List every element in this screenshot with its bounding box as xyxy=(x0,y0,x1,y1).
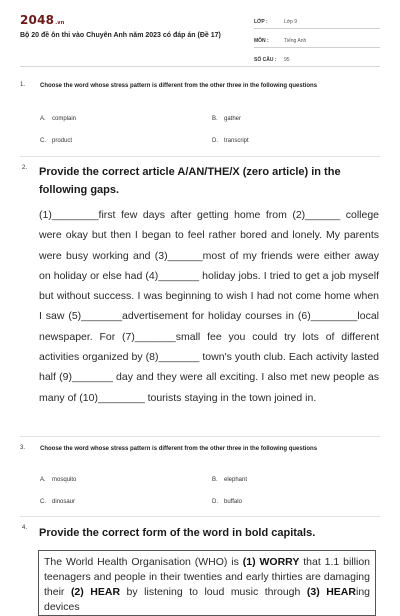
passage-text: ing devices xyxy=(44,586,370,613)
question-number: 1. xyxy=(20,82,26,88)
meta-value: 95 xyxy=(284,57,290,63)
question-divider xyxy=(20,436,380,437)
option-text: elephant xyxy=(224,477,248,483)
passage-text: The World Health Organisation (WHO) is xyxy=(44,556,243,568)
meta-row-count xyxy=(254,52,380,67)
option-letter: C. xyxy=(40,499,46,505)
option-c[interactable] xyxy=(40,138,72,144)
document-meta xyxy=(254,14,380,71)
bold-keyword: (2) HEAR xyxy=(70,586,121,598)
meta-row-subject xyxy=(254,33,380,48)
article-passage xyxy=(39,205,379,408)
meta-row-class xyxy=(254,14,380,29)
meta-value: Tiếng Anh xyxy=(284,38,307,44)
question-divider xyxy=(20,156,380,157)
option-letter: C. xyxy=(40,138,46,144)
question-text: Choose the word whose stress pattern is different from the other three in the following questions xyxy=(40,446,318,452)
option-text: complain xyxy=(52,116,77,122)
header-divider xyxy=(20,66,380,67)
question-3 xyxy=(20,445,380,454)
option-text: gather xyxy=(224,116,242,122)
question-divider xyxy=(20,516,380,517)
meta-label: MÔN : xyxy=(254,38,269,44)
option-text: dinosaur xyxy=(52,499,76,505)
logo-text: 2048 xyxy=(20,13,55,27)
option-d[interactable] xyxy=(212,138,249,144)
option-text: mosquito xyxy=(52,477,77,483)
option-letter: D. xyxy=(212,138,218,144)
option-c[interactable] xyxy=(40,499,75,505)
option-letter: B. xyxy=(212,477,218,483)
option-a[interactable] xyxy=(40,477,76,483)
option-text: transcript xyxy=(224,138,249,144)
meta-value: Lớp 9 xyxy=(284,19,298,25)
meta-label: LỚP : xyxy=(254,19,268,25)
question-number: 3. xyxy=(20,445,26,451)
question-number: 4. xyxy=(22,525,28,531)
question-1 xyxy=(20,82,380,91)
option-b[interactable] xyxy=(212,116,241,122)
site-logo[interactable] xyxy=(20,13,65,27)
question-number: 2. xyxy=(22,165,28,171)
passage-text: by listening to loud music through xyxy=(120,586,307,598)
passage-text: (1)________first few days after getting home from (2)______ college were okay but then I began to feel rather bored and lonely. My parents were busy working and (3)______most of my friends were either away on holiday or else had (4)_______ holiday jobs. I tried to get a job myself but without success. I was beginning to wish I had not come home when I saw (5)_______advertisement for holiday courses in (6)________local newspaper. For (7)_______small fee you could try lots of different activities organized by (8)_______ town's youth club. Each activity lasted half (9)_______ day and they were all exciting. I also met new people as many of (10)________ tourists staying in the town joined in. xyxy=(39,209,379,404)
logo-suffix: .vn xyxy=(55,20,65,26)
page-header xyxy=(0,0,400,66)
question-text: Choose the word whose stress pattern is different from the other three in the following questions xyxy=(40,83,318,89)
option-letter: A. xyxy=(40,116,46,122)
option-text: buffalo xyxy=(224,499,242,505)
option-b[interactable] xyxy=(212,477,247,483)
option-a[interactable] xyxy=(40,116,76,122)
option-text: product xyxy=(52,138,73,144)
question-2-title: Provide the correct article A/AN/THE/X (zero article) in the following gaps. xyxy=(39,166,341,196)
passage-text: that 1.1 billion teenagers and people in their twenties and early thirties are damaging their xyxy=(44,556,371,598)
document-title: Bộ 20 đề ôn thi vào Chuyên Anh năm 2023 có đáp án (Đề 17) xyxy=(20,32,221,39)
meta-label: SỐ CÂU : xyxy=(254,57,277,63)
word-form-passage-box xyxy=(38,550,376,616)
bold-keyword: (1) WORRY xyxy=(242,556,300,568)
option-letter: D. xyxy=(212,499,218,505)
option-letter: B. xyxy=(212,116,218,122)
option-d[interactable] xyxy=(212,499,242,505)
question-4-title: Provide the correct form of the word in bold capitals. xyxy=(39,527,316,539)
option-letter: A. xyxy=(40,477,46,483)
bold-keyword: (3) HEAR xyxy=(306,586,356,598)
